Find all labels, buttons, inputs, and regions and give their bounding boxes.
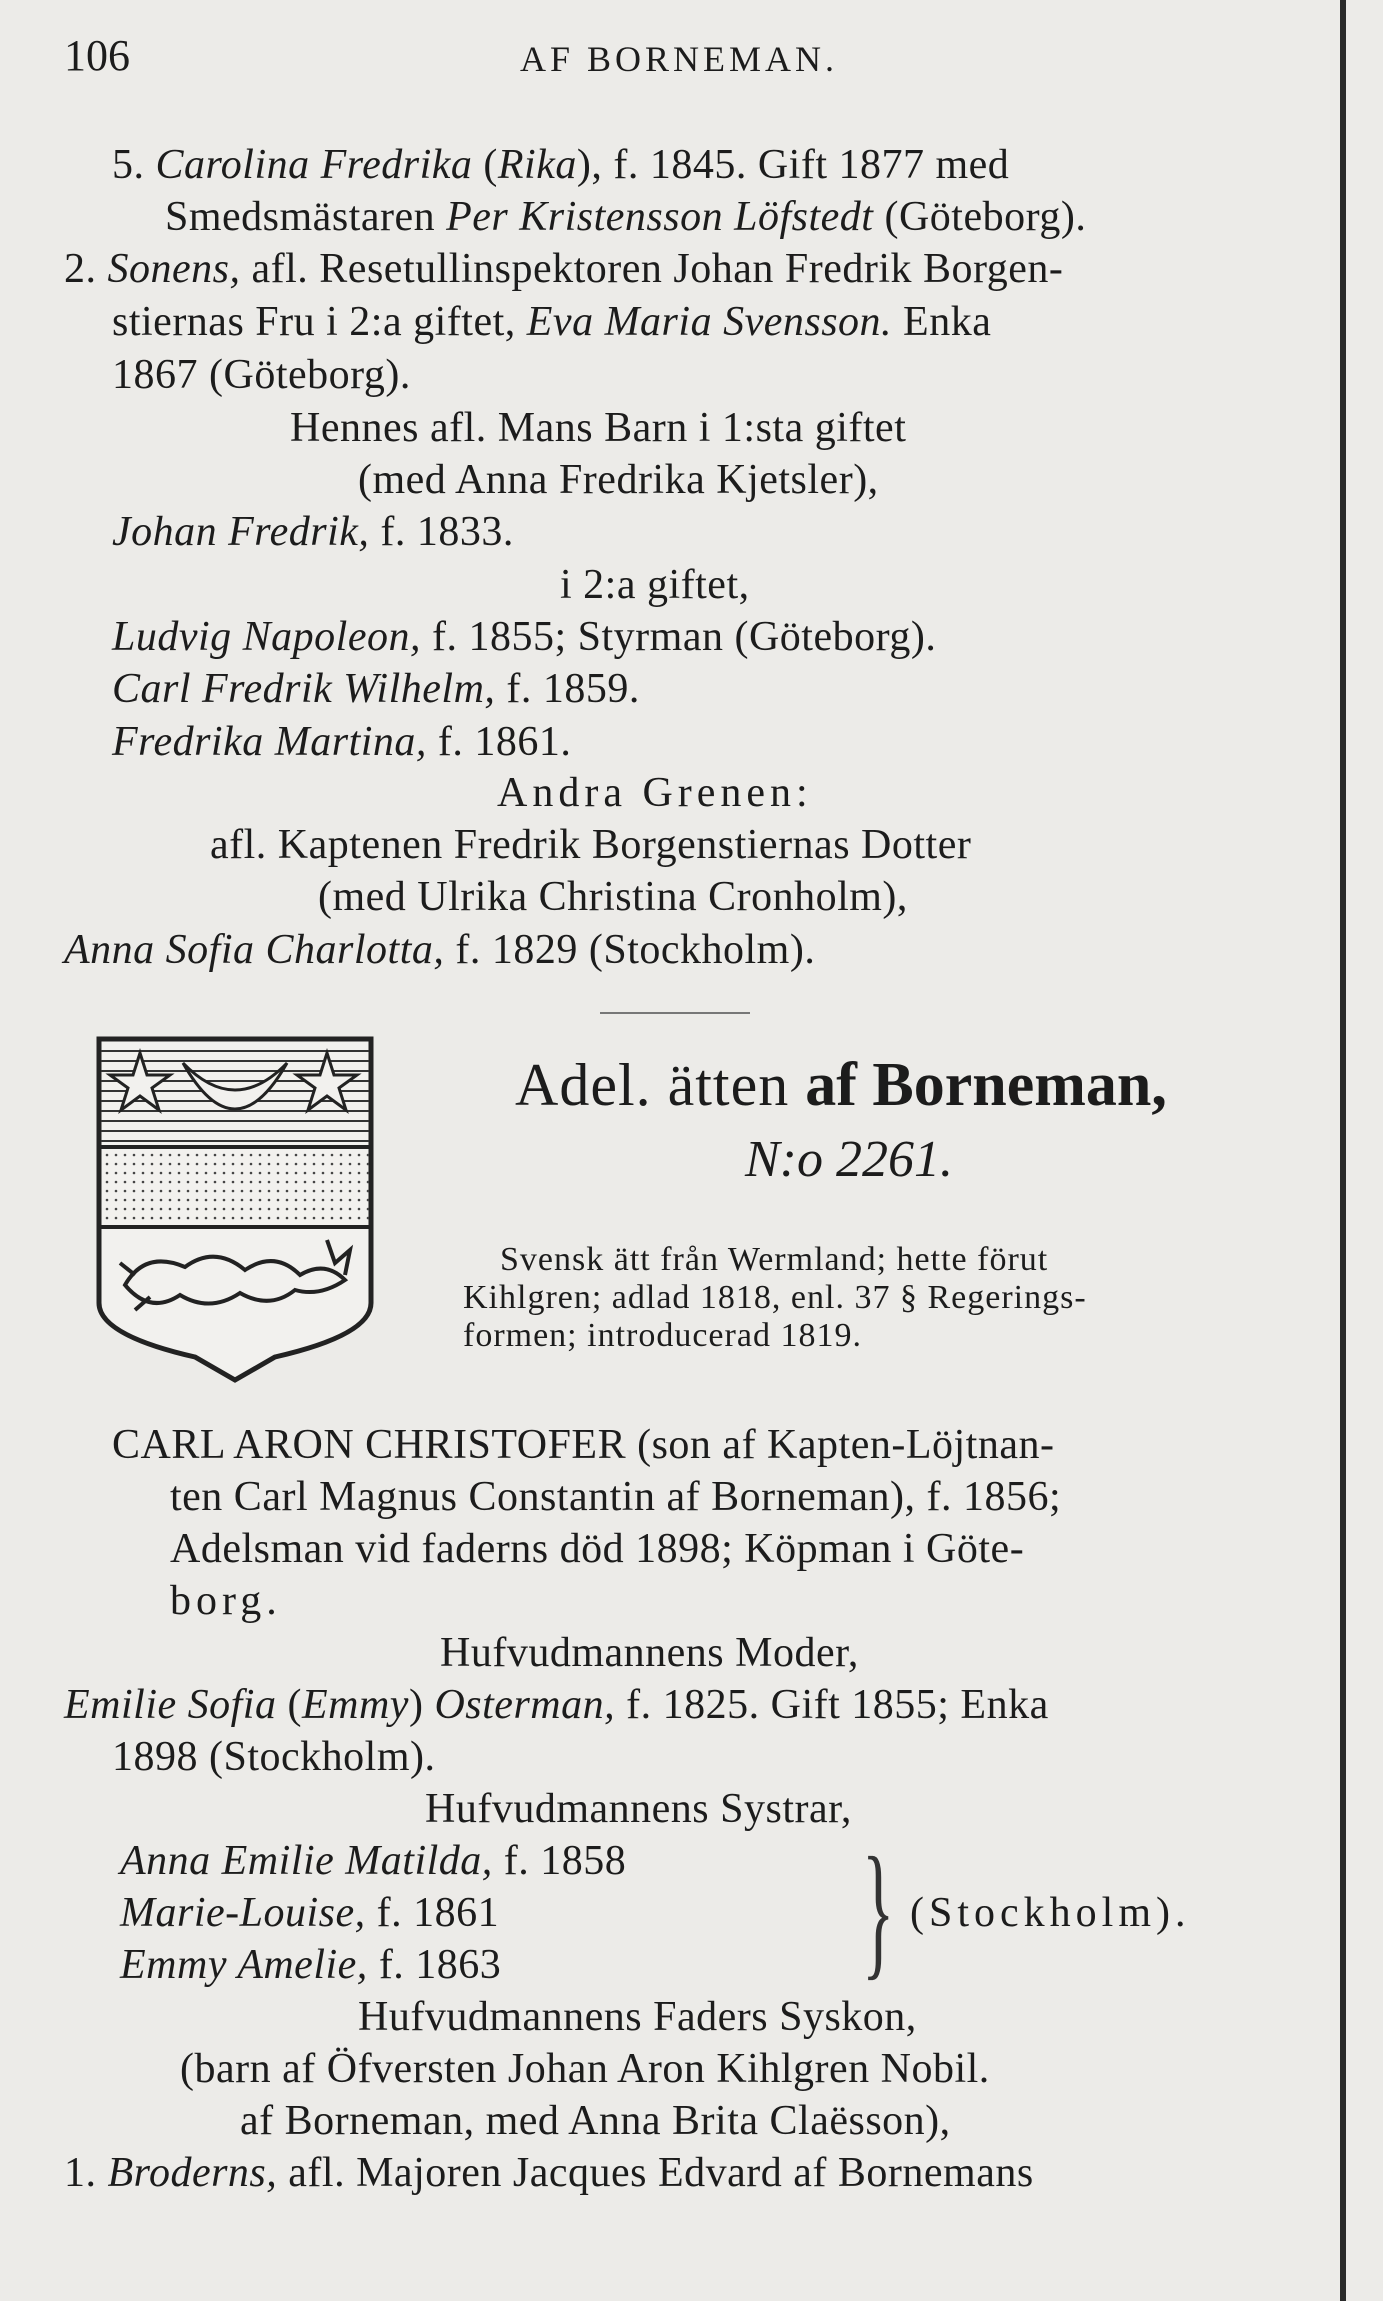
text-run: f. 1829 (Stockholm).	[444, 927, 816, 973]
italic-name: Johan Fredrik,	[112, 509, 370, 555]
text-run: (barn af Öfversten Johan Aron Kihlgren Nobil.	[180, 2046, 990, 2092]
text-run: 1898 (Stockholm).	[112, 1734, 436, 1780]
text-line	[910, 1888, 1190, 1938]
text-run: Enka	[892, 299, 992, 345]
text-run: af Borneman, med Anna Brita Claësson),	[240, 2098, 951, 2144]
page-edge	[1340, 0, 1346, 2301]
text-run: f. 1861.	[426, 719, 572, 765]
text-line	[170, 1472, 1061, 1522]
italic-name: Osterman,	[434, 1682, 616, 1728]
italic-name: Carl Fredrik Wilhelm,	[112, 666, 496, 712]
coat-of-arms-icon	[95, 1035, 375, 1385]
running-title: AF BORNEMAN.	[520, 39, 839, 79]
text-line	[560, 560, 750, 610]
text-run: f. 1825. Gift 1855; Enka	[615, 1682, 1049, 1728]
text-run: f. 1863	[367, 1942, 502, 1988]
italic-name: Sonens,	[107, 246, 241, 292]
italic-name: Fredrika Martina,	[112, 719, 427, 765]
text-run: Hufvudmannens Faders Syskon,	[358, 1994, 917, 2040]
italic-name: Eva Maria Svensson.	[526, 299, 893, 345]
text-run: (	[276, 1682, 302, 1728]
text-run: Smedsmästaren	[165, 194, 447, 240]
text-run: 1.	[64, 2150, 108, 2196]
text-line	[497, 768, 813, 818]
text-line	[120, 1836, 626, 1886]
text-line	[170, 1524, 1024, 1574]
text-line	[290, 403, 906, 453]
text-run: stiernas Fru i 2:a giftet,	[112, 299, 527, 345]
text-run: Hufvudmannens Systrar,	[425, 1786, 852, 1832]
text-line	[120, 1888, 499, 1938]
family-number: N:o 2261.	[745, 1131, 953, 1188]
text-run: (Stockholm).	[910, 1890, 1191, 1936]
text-run: borg.	[170, 1578, 282, 1624]
text-line	[170, 1576, 282, 1626]
italic-name: Emilie Sofia	[64, 1682, 277, 1728]
italic-name: Anna Emilie Matilda,	[120, 1838, 493, 1884]
text-line	[112, 350, 411, 400]
text-run: Andra Grenen:	[497, 770, 813, 816]
text-line	[112, 140, 1009, 190]
text-run: afl. Resetullinspektoren Johan Fredrik Borgen-	[240, 246, 1064, 292]
text-line	[112, 1732, 435, 1782]
text-line	[64, 925, 815, 975]
intro-line: Kihlgren; adlad 1818, enl. 37 § Regerings-	[463, 1279, 1087, 1316]
text-line	[112, 507, 514, 557]
text-run: f. 1855; Styrman (Göteborg).	[421, 614, 937, 660]
text-run: 1867 (Göteborg).	[112, 352, 411, 398]
italic-name: Ludvig Napoleon,	[112, 614, 421, 660]
text-line	[112, 297, 991, 347]
text-line	[64, 1680, 1049, 1730]
italic-name: Broderns,	[107, 2150, 278, 2196]
section-title: Adel. ätten af Borneman,	[515, 1051, 1167, 1119]
text-run: CARL ARON CHRISTOFER (son af Kapten-Löjtnan-	[112, 1422, 1055, 1468]
text-run: (Göteborg).	[873, 194, 1087, 240]
text-line	[358, 1992, 917, 2042]
text-run: )	[408, 1682, 435, 1728]
text-line	[112, 612, 936, 662]
text-line	[112, 1420, 1054, 1470]
italic-name: Per Kristensson Löfstedt	[446, 194, 874, 240]
section-divider	[600, 1012, 750, 1014]
text-line	[210, 820, 971, 870]
text-run: ), f. 1845. Gift 1877 med	[576, 142, 1010, 188]
text-run: f. 1858	[492, 1838, 627, 1884]
text-line	[120, 1940, 501, 1990]
intro-line: Svensk ätt från Wermland; hette förut	[500, 1241, 1049, 1278]
text-run: 5.	[112, 142, 156, 188]
italic-name: Carolina Fredrika	[155, 142, 473, 188]
intro-line: formen; introducerad 1819.	[463, 1317, 862, 1354]
text-run: afl. Majoren Jacques Edvard af Bornemans	[277, 2150, 1034, 2196]
text-run: (med Ulrika Christina Cronholm),	[318, 874, 908, 920]
text-run: i 2:a giftet,	[560, 562, 750, 608]
italic-name: Emmy Amelie,	[120, 1942, 368, 1988]
text-run: Hennes afl. Mans Barn i 1:sta giftet	[290, 405, 907, 451]
italic-name: Rika	[497, 142, 577, 188]
text-line	[64, 2148, 1034, 2198]
text-line	[64, 244, 1063, 294]
text-run: Hufvudmannens Moder,	[440, 1630, 859, 1676]
text-run: Adelsman vid faderns död 1898; Köpman i Göte-	[170, 1526, 1025, 1572]
brace-icon: }	[862, 1827, 895, 1993]
text-line	[180, 2044, 990, 2094]
text-line	[240, 2096, 951, 2146]
text-line	[112, 717, 571, 767]
text-line	[112, 664, 640, 714]
text-line	[425, 1784, 852, 1834]
text-line	[318, 872, 908, 922]
italic-name: Emmy	[301, 1682, 409, 1728]
text-run: 2.	[64, 246, 108, 292]
text-line	[165, 192, 1086, 242]
text-run: afl. Kaptenen Fredrik Borgenstiernas Dotter	[210, 822, 972, 868]
text-run: (med Anna Fredrika Kjetsler),	[358, 457, 879, 503]
italic-name: Anna Sofia Charlotta,	[64, 927, 445, 973]
text-run: ten Carl Magnus Constantin af Borneman), f. 1856;	[170, 1474, 1062, 1520]
text-line	[440, 1628, 859, 1678]
text-run: f. 1859.	[495, 666, 640, 712]
italic-name: Marie-Louise,	[120, 1890, 366, 1936]
page-number: 106	[64, 31, 130, 80]
text-run: f. 1861	[365, 1890, 500, 1936]
text-run: (	[472, 142, 498, 188]
text-line	[358, 455, 879, 505]
text-run: f. 1833.	[369, 509, 514, 555]
